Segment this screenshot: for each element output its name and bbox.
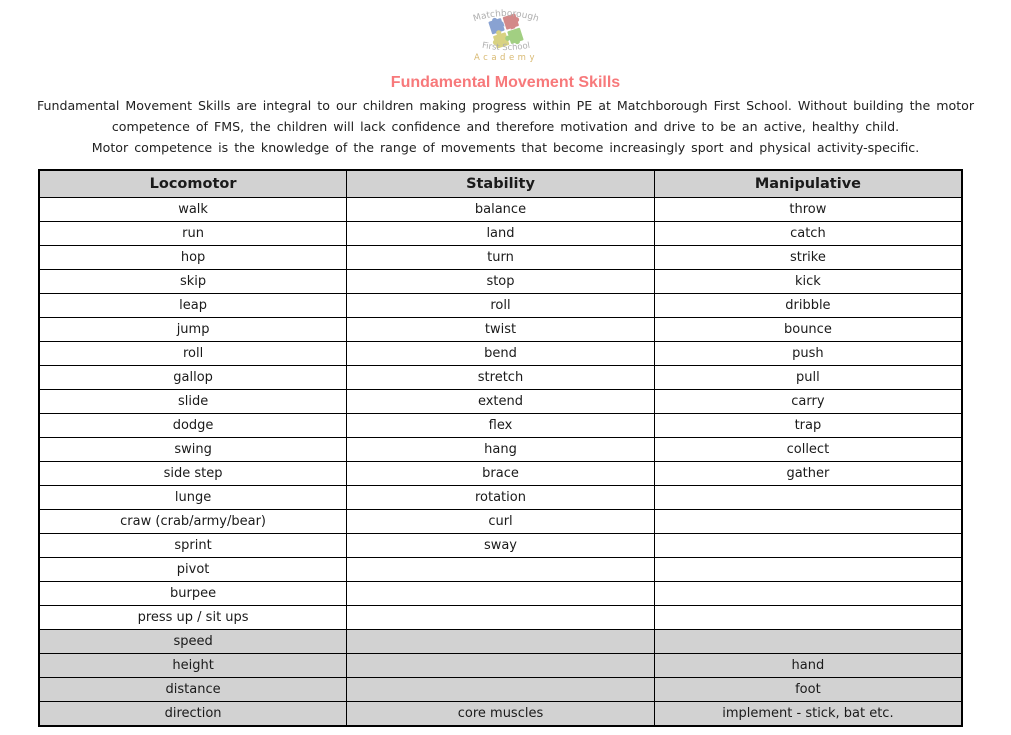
table-row (39, 678, 962, 702)
table-cell (654, 534, 962, 558)
table-row (39, 462, 962, 486)
logo-arc-bottom-text: First School (480, 40, 531, 54)
table-cell: hop (39, 246, 347, 270)
fms-table-body (39, 198, 962, 727)
table-cell: foot (654, 678, 962, 702)
table-cell: throw (654, 198, 962, 222)
table-row (39, 222, 962, 246)
table-cell: distance (39, 678, 347, 702)
table-cell: walk (39, 198, 347, 222)
table-cell: roll (347, 294, 655, 318)
table-cell: collect (654, 438, 962, 462)
table-cell (654, 630, 962, 654)
table-cell: implement - stick, bat etc. (654, 702, 962, 727)
intro-line-1: Fundamental Movement Skills are integral to our children making progress within PE at Matchborough First School. Without building the motor (36, 98, 975, 113)
table-row (39, 630, 962, 654)
table-row (39, 582, 962, 606)
table-cell: dodge (39, 414, 347, 438)
column-header-locomotor: Locomotor (39, 170, 347, 198)
table-cell (654, 558, 962, 582)
intro-text (0, 95, 1011, 158)
table-cell: bend (347, 342, 655, 366)
intro-line-2: competence of FMS, the children will lack confidence and therefore motivation and drive to be an active, healthy child. (111, 119, 900, 134)
table-cell: pivot (39, 558, 347, 582)
table-cell (654, 606, 962, 630)
table-row (39, 510, 962, 534)
table-cell (654, 582, 962, 606)
table-cell: swing (39, 438, 347, 462)
table-row (39, 390, 962, 414)
table-row (39, 702, 962, 727)
table-cell: twist (347, 318, 655, 342)
table-cell: extend (347, 390, 655, 414)
page-title: Fundamental Movement Skills (390, 74, 621, 91)
table-cell: flex (347, 414, 655, 438)
table-cell: jump (39, 318, 347, 342)
table-row (39, 654, 962, 678)
table-cell: sway (347, 534, 655, 558)
table-cell: dribble (654, 294, 962, 318)
table-cell: direction (39, 702, 347, 727)
table-cell (347, 582, 655, 606)
table-cell: trap (654, 414, 962, 438)
table-row (39, 534, 962, 558)
table-cell: turn (347, 246, 655, 270)
table-cell: sprint (39, 534, 347, 558)
table-cell (347, 606, 655, 630)
table-cell: land (347, 222, 655, 246)
table-cell: stop (347, 270, 655, 294)
table-row (39, 294, 962, 318)
table-cell (654, 486, 962, 510)
table-row (39, 558, 962, 582)
table-cell: kick (654, 270, 962, 294)
table-cell: balance (347, 198, 655, 222)
table-cell (654, 510, 962, 534)
table-cell: push (654, 342, 962, 366)
table-cell (347, 558, 655, 582)
table-cell: catch (654, 222, 962, 246)
table-cell: hand (654, 654, 962, 678)
table-cell: run (39, 222, 347, 246)
table-cell: side step (39, 462, 347, 486)
table-cell: burpee (39, 582, 347, 606)
logo-academy-text: Academy (473, 53, 538, 62)
school-logo (0, 0, 1011, 62)
table-cell: gather (654, 462, 962, 486)
intro-line-3: Motor competence is the knowledge of the range of movements that become increasingly sport and physical activity-specific. (91, 140, 920, 155)
table-row (39, 438, 962, 462)
table-cell: speed (39, 630, 347, 654)
logo-arc-top-text: Matchborough (471, 8, 540, 25)
table-cell: skip (39, 270, 347, 294)
table-cell: hang (347, 438, 655, 462)
table-cell: curl (347, 510, 655, 534)
table-cell: height (39, 654, 347, 678)
table-row (39, 606, 962, 630)
table-row (39, 270, 962, 294)
table-cell: stretch (347, 366, 655, 390)
table-cell: lunge (39, 486, 347, 510)
column-header-stability: Stability (347, 170, 655, 198)
column-header-manipulative: Manipulative (654, 170, 962, 198)
table-row (39, 318, 962, 342)
table-cell: core muscles (347, 702, 655, 727)
table-cell: carry (654, 390, 962, 414)
table-cell: strike (654, 246, 962, 270)
table-cell: rotation (347, 486, 655, 510)
table-cell: craw (crab/army/bear) (39, 510, 347, 534)
table-cell: bounce (654, 318, 962, 342)
table-cell: pull (654, 366, 962, 390)
table-row (39, 366, 962, 390)
table-cell: press up / sit ups (39, 606, 347, 630)
table-cell: slide (39, 390, 347, 414)
table-row (39, 198, 962, 222)
table-cell: gallop (39, 366, 347, 390)
table-row (39, 342, 962, 366)
table-row (39, 246, 962, 270)
fms-skills-table (38, 169, 963, 727)
table-cell: leap (39, 294, 347, 318)
table-cell (347, 630, 655, 654)
school-logo-graphic (445, 3, 567, 62)
table-row (39, 414, 962, 438)
table-cell: roll (39, 342, 347, 366)
table-cell (347, 678, 655, 702)
table-row (39, 486, 962, 510)
table-header-row (39, 170, 962, 198)
table-cell: brace (347, 462, 655, 486)
table-cell (347, 654, 655, 678)
